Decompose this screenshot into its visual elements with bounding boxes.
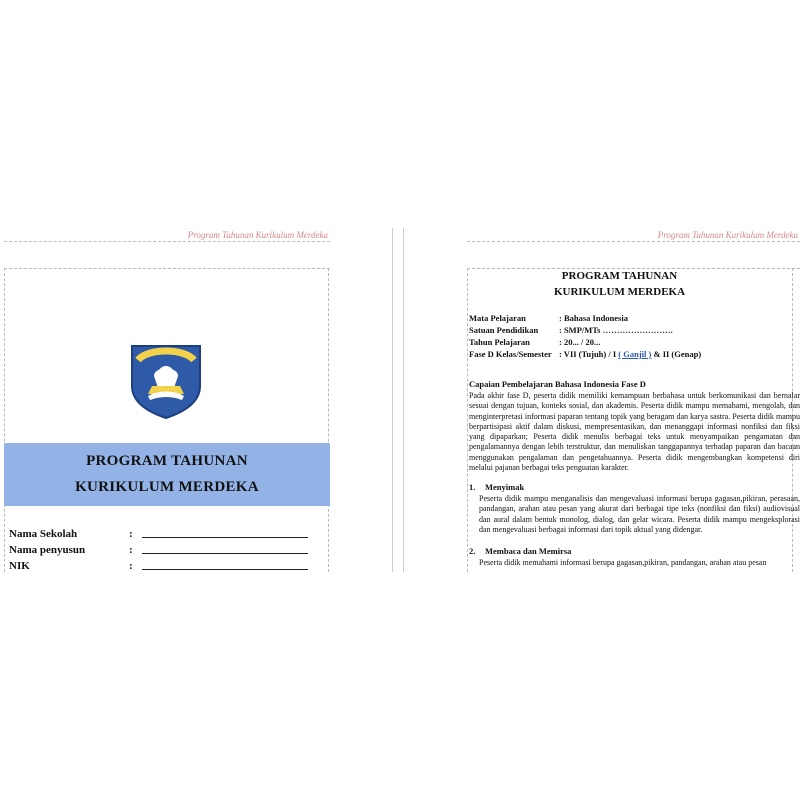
- meta-key: Mata Pelajaran: [469, 313, 526, 323]
- margin-guide: [467, 268, 468, 572]
- item-heading-membaca: [469, 546, 571, 556]
- field-nama-penyusun: [9, 544, 329, 560]
- menyimak-paragraph: Peserta didik mampu menganalisis dan mengevaluasi informasi berupa gagasan,pikiran, perasaan, pandangan, arahan atau pesan yang akurat dari berbagai tipe teks (nonfiksi dan fiksi) audiovisual dan aural dalam bentuk monolog, dialog, dan gelar wicara. Peserta didik mampu mengeksplorasi dan mengevaluasi berbagai informasi dari topik aktual yang didengar.: [479, 494, 800, 534]
- fill-line[interactable]: [142, 569, 308, 570]
- meta-key: Fase D Kelas/Semester: [469, 349, 552, 359]
- field-label: NIK: [9, 560, 30, 572]
- ganjil-link[interactable]: ( Ganjil ): [618, 349, 652, 359]
- cover-title-line1: PROGRAM TAHUNAN: [86, 453, 248, 469]
- header-rule: [4, 241, 330, 242]
- margin-guide: [4, 268, 5, 572]
- meta-key: Satuan Pendidikan: [469, 325, 539, 335]
- section-title: Capaian Pembelajaran Bahasa Indonesia Fase D: [469, 379, 646, 389]
- meta-value: [559, 349, 701, 359]
- meta-key: Tahun Pelajaran: [469, 337, 530, 347]
- cover-page: [4, 228, 330, 572]
- item-heading-menyimak: [469, 482, 524, 492]
- membaca-paragraph: Peserta didik memahami informasi berupa gagasan,pikiran, pandangan, arahan atau pesan: [479, 558, 767, 567]
- fase-value-pre: : VII (Tujuh) / I: [559, 349, 619, 359]
- intro-paragraph: Pada akhir fase D, peserta didik memiliki kemampuan berbahasa untuk berkomunikasi dan bernalar sesuai dengan tujuan, konteks sosial, dan akademis. Peserta didik mampu memahami, mengolah, dan menginterpretasi informasi paparan tentang topik yang beragam dan karya sastra. Peserta didik mampu berpartisipasi aktif dalam diskusi, mempresentasikan, dan menanggapi informasi nonfiksi dan fiksi yang dipaparkan; Peserta didik menulis berbagai teks untuk menyampaikan pengamatan dan pengalamannya dengan lebih terstruktur, dan menuliskan tanggapannya terhadap paparan dan bacaan menggunakan pengalaman dan pengetahuannya. Peserta didik mengembangkan kompetensi diri melalui pajanan berbagai teks penguatan karakter.: [469, 391, 800, 473]
- doc-title-line1: PROGRAM TAHUNAN: [561, 270, 678, 282]
- running-header: Program Tahunan Kurikulum Merdeka: [187, 230, 328, 240]
- tut-wuri-handayani-logo: [124, 336, 208, 420]
- field-label: Nama penyusun: [9, 544, 86, 556]
- fill-line[interactable]: [142, 553, 308, 554]
- margin-guide: [4, 268, 330, 269]
- meta-value: : 20... / 20...: [559, 337, 601, 347]
- item-heading: Membaca dan Memirsa: [485, 546, 572, 556]
- fase-value-post: & II (Genap): [651, 349, 702, 359]
- content-page: [467, 228, 800, 572]
- fill-line[interactable]: [142, 537, 308, 538]
- field-nama-sekolah: [9, 528, 329, 544]
- header-rule: [467, 241, 800, 242]
- field-colon: :: [129, 544, 133, 556]
- cover-title-band: [4, 443, 330, 506]
- document-viewport[interactable]: [0, 228, 800, 572]
- margin-guide: [328, 268, 329, 572]
- field-colon: :: [129, 528, 133, 540]
- item-number: 2.: [469, 546, 476, 556]
- item-number: 1.: [469, 482, 476, 492]
- margin-guide: [467, 268, 800, 269]
- doc-title-line2: KURIKULUM MERDEKA: [553, 286, 686, 298]
- item-heading: Menyimak: [485, 482, 525, 492]
- page-gutter: [403, 228, 404, 572]
- page-gutter: [392, 228, 393, 572]
- meta-value: : Bahasa Indonesia: [559, 313, 628, 323]
- meta-value: : SMP/MTs …………………….: [559, 325, 673, 335]
- field-label: Nama Sekolah: [9, 528, 78, 540]
- running-header: Program Tahunan Kurikulum Merdeka: [657, 230, 798, 240]
- field-nik: [9, 560, 329, 572]
- field-colon: :: [129, 560, 133, 572]
- cover-title-line2: KURIKULUM MERDEKA: [75, 479, 259, 495]
